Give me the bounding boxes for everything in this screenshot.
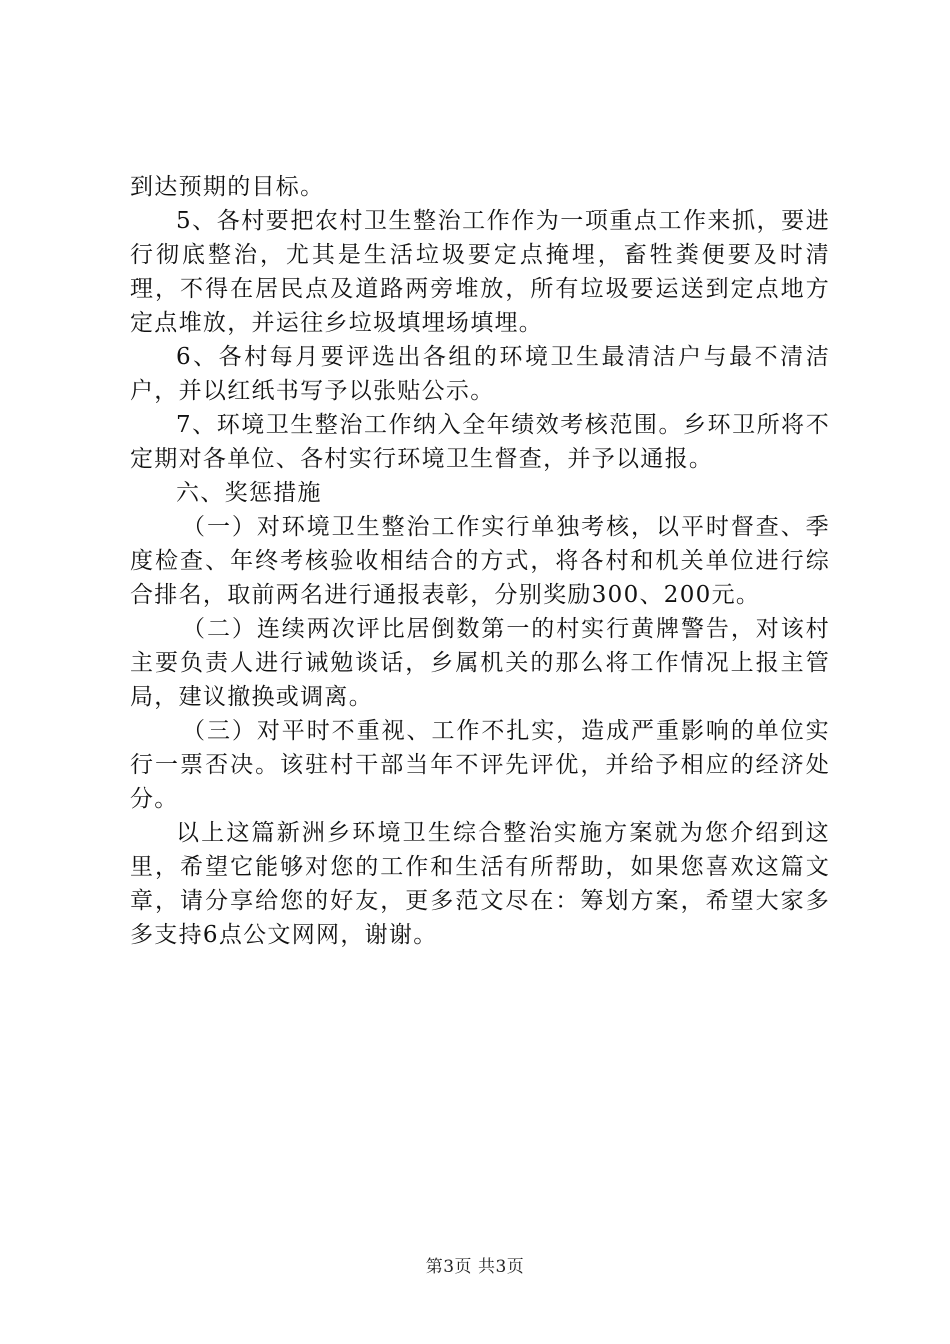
paragraph-item-7: 7、环境卫生整治工作纳入全年绩效考核范围。乡环卫所将不定期对各单位、各村实行环境卫生督查，并予以通报。 [130,412,830,472]
document-body [130,170,830,952]
section-heading-rewards: 六、奖惩措施 [176,480,322,506]
paragraph-item-5: 5、各村要把农村卫生整治工作作为一项重点工作来抓，要进行彻底整治，尤其是生活垃圾要定点掩埋，畜牲粪便要及时清理，不得在居民点及道路两旁堆放，所有垃圾要运送到定点地方定点堆放，并运往乡垃圾填埋场填埋。 [130,208,830,336]
paragraph-reward-2: （二）连续两次评比居倒数第一的村实行黄牌警告，对该村主要负责人进行诫勉谈话，乡属机关的那么将工作情况上报主管局，建议撤换或调离。 [130,616,830,710]
paragraph-reward-3: （三）对平时不重视、工作不扎实，造成严重影响的单位实行一票否决。该驻村干部当年不评先评优，并给予相应的经济处分。 [130,718,830,812]
paragraph-item-6: 6、各村每月要评选出各组的环境卫生最清洁户与最不清洁户，并以红纸书写予以张贴公示。 [130,344,830,404]
paragraph-reward-1: （一）对环境卫生整治工作实行单独考核，以平时督查、季度检查、年终考核验收相结合的方式，将各村和机关单位进行综合排名，取前两名进行通报表彰，分别奖励300、200元。 [130,514,830,608]
page-number-footer: 第3页 共3页 [425,1257,525,1277]
paragraph-continuation: 到达预期的目标。 [130,174,325,200]
paragraph-closing: 以上这篇新洲乡环境卫生综合整治实施方案就为您介绍到这里，希望它能够对您的工作和生活有所帮助，如果您喜欢这篇文章，请分享给您的好友，更多范文尽在：筹划方案，希望大家多多支持6点公文网网，谢谢。 [130,820,830,948]
